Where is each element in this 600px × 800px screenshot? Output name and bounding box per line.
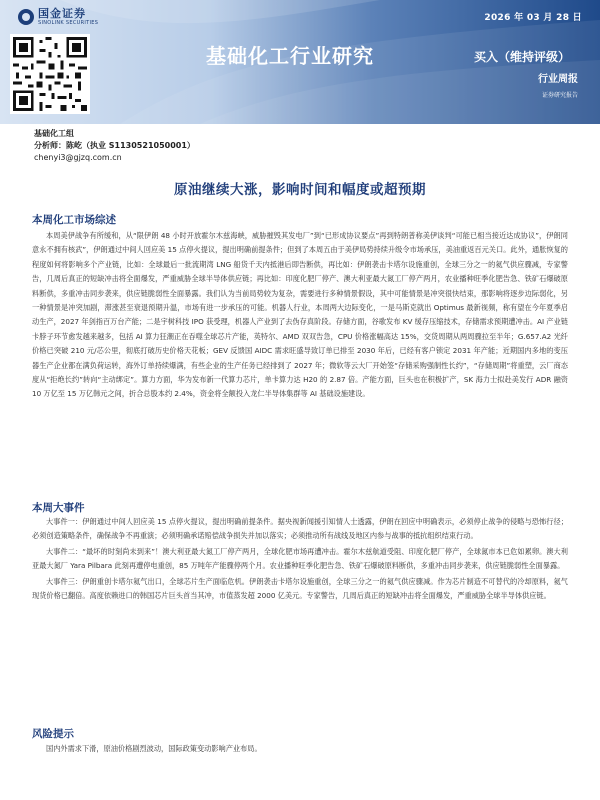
list-item: 大事件二：“最坏的时刻尚未到来”！澳大利亚最大氮工厂停产两月，全球化肥市场再遭冲击。霍尔木兹航道受阻、印度化肥厂停产，全球氮市本已危如累卵。澳大利亚最大氮厂 Yara Pilbara 此刻再遭停电重创，85 万吨年产能骤停两个月。农业播种旺季化肥告急、铁矿石爆破原料断供，多重冲击同步袭来，供应链脆弱性全面暴露。 — [32, 546, 568, 571]
section-title-market: 本周化工市场综述 — [32, 214, 116, 226]
investment-rating: 买入（维持评级） — [473, 50, 570, 64]
section-title-events: 本周大事件 — [32, 502, 85, 514]
report-title: 基础化工行业研究 — [206, 44, 374, 68]
risk-text: 国内外需求下滑，原油价格剧烈波动，国际政策变动影响产业布局。 — [46, 744, 262, 753]
logo-mark-icon — [18, 9, 34, 25]
header-banner — [0, 0, 600, 124]
report-date: 2026 年 03 月 28 日 — [484, 13, 582, 23]
company-logo — [18, 8, 98, 26]
author-block — [34, 128, 195, 164]
report-category: 证券研究报告 — [541, 92, 578, 99]
market-summary-text: 本周美伊战争有所缓和，从“限伊朗 48 小时开放霍尔木兹海峡，威胁摧毁其发电厂”到“已形成协议要点”再到特朗普称美伊谈判“可能已相当接近达成协议”，伊朗同意永不拥有核武”，伊朗通过中间人回应美 15 点停火提议，提出明确前提条件；但到了本周五由于美伊局势持续升级令市场承压，美油重返百元关口。此外，通胀恢复的程度如何将影响多个产业链，比如：全球最后一批流期湾 LNG 船货千天内抵港后即告断供，再比如：伊朗袭击卡塔尔设施重创，全球三分之一的氦气供应骤减，专家警告，几周后真正的短缺冲击将全面爆发，严重威胁全球半导体供应链；再比如：印度化肥厂停产、澳大利亚最大氮工厂停产两月，农业播种旺季化肥告急、铁矿石爆破原料断供，多重冲击同步袭来，供应链脆弱性全面暴露。我们认为当前局势较为复杂，需要进行多种情景假设，其中可能情景是冲突很快结束，那影响将逐步边际弱化，另一种情景是冲突加剧，滞涨甚至衰退预期升温，市场有进一步承压的可能。机器人行业，本周两大边际变化，一是马斯克就出 Optimus 最新视频，称有望在今年夏季启动生产，2027 年剑指百万台产能；二是宇树科技 IPO 获受理，机器人产业到了去伪存真阶段。存储方面，谷歌发布 KV 缓存压缩技术，存储需求预期遭冲击。AI 产业链卡脖子环节愈发越来越多，包括 AI 算力狂潮正在吞噬全球芯片产能，英特尔、AMD 双双告急，CPU 价格涨幅高达 15%，交货周期从两周骤拉至半年；G.657.A2 光纤价格已突破 210 元/芯公里，彻底打破历史价格天花板；GEV 反馈国 AIDC 需求旺盛导致订单已排至 2030 年后，已经有客户锁定 2031 年产能；近期国内多地的变压器生产企业都在满负荷运转，海外订单持续爆满，有些企业的生产任务已经排到了 2027 年；微软等云大厂开始签“存储采购强制性长约”，“存储周期”将重塑，云厂商态度从“拒绝长约”转向“主动绑定”。算力方面，华为发布新一代算力芯片，单卡算力达 H20 的 2.87 倍。产能方面，巨头也在积极扩产，SK 海力士拟赴美发行 ADR 融资 10 万亿至 15 万亿韩元之间，折合总股本约 2.4%，资金将全额投入龙仁半导体集群等 AI 基础设施建设。 — [32, 231, 568, 399]
logo-name: 国金证券 — [38, 7, 86, 20]
qr-code — [10, 34, 90, 114]
page-headline: 原油继续大涨，影响时间和幅度或超预期 — [174, 182, 426, 198]
analyst-email[interactable]: chenyi3@gjzq.com.cn — [34, 153, 122, 162]
analyst-name: 分析师：陈屹（执业 S1130521050001） — [34, 141, 195, 150]
list-item: 大事件三：伊朗重创卡塔尔氦气出口，全球芯片生产面临危机。伊朗袭击卡塔尔设施重创，全球三分之一的氦气供应骤减。作为芯片制造不可替代的冷却原料，氦气现货价格已翻倍。高度依赖进口的韩国芯片巨头首当其冲，市值蒸发超 2000 亿美元。专家警告，几周后真正的短缺冲击将全面爆发，严重威胁全球半导体供应链。 — [32, 576, 568, 601]
research-group: 基础化工组 — [34, 129, 74, 138]
events-list — [32, 515, 568, 604]
report-type: 行业周报 — [538, 74, 578, 85]
list-item: 大事件一：伊朗通过中间人回应美 15 点停火提议，提出明确前提条件。据央视新闻援引知情人士透露，伊朗在回应中明确表示，必须停止战争的侵略与恐怖行径；必须创造策略条件，确保战争不再重演；必须明确承诺赔偿战争损失并加以落实；必须推动所有战线及地区内参与战事的抵抗组织结束行动。 — [32, 517, 568, 541]
logo-name-en: SINOLINK SECURITIES — [38, 20, 99, 26]
section-title-risk: 风险提示 — [32, 728, 74, 740]
